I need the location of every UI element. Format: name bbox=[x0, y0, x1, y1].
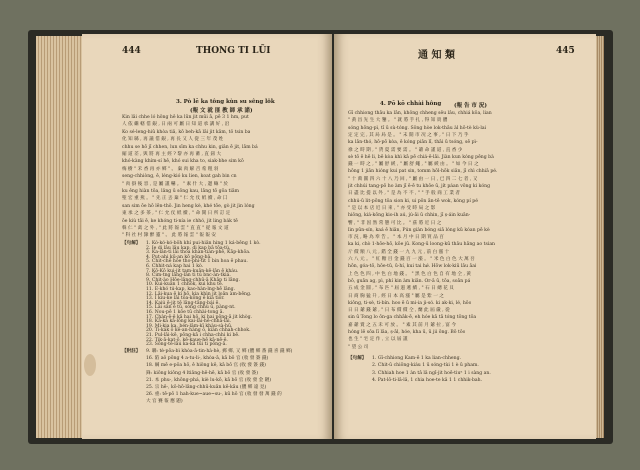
left-vocab-item: 5. Chit-chē hōe tho-phí-tit 1 bin hoa ē phau. bbox=[146, 259, 248, 265]
right-body-line: 定 定 完 , 其 局 局 是 。 " 末 開 市 况 之 事 , " 日 下 乃 乎 bbox=[348, 132, 469, 138]
left-body-line: " 肉 掛 後 容 , 是 屬 謹 嚇 。 " 素 什 大 , 邊 嘛 " 於 bbox=[122, 181, 228, 187]
left-vocab-item: 23. Sōng-tē-lāu ka-kā tūi ti pōng-ā. bbox=[146, 342, 227, 348]
right-body-line: 斤 價 額 八 元 , 錯 全 錢 一 九 九 元 , 前 白 漲 十 bbox=[348, 249, 450, 255]
left-vocab-item: 8. Cim-tng lâng-lân ti tú bnc-àn-tkiá. bbox=[146, 273, 231, 279]
left-running-title: THONG TI LŨI bbox=[196, 46, 271, 56]
right-section-title: 4. Pō kō chhài hông bbox=[380, 101, 442, 107]
right-body-line: hōn, góa-tō, hōe-tū, ū-hí, kui tai hǿ. Hōw lok-kiū lāu āai bbox=[348, 264, 477, 270]
left-note-item: 9. 聯: tè-pōa-bì khòa-ā-tin-hà-hè, 郵 鄉, 又 鄉 (體 鄉 番 錢 喜 錢 鄉) bbox=[146, 349, 293, 354]
left-note-item: 鋒: kiông kiông 4 ltiâng-hē-hē, kā bō 官 (收 發 簽) bbox=[146, 370, 259, 376]
left-note-item: 18. 綱 mē e-pōa hō, ê hiông kē, kā bō 官 (收 發 簽 錢) bbox=[146, 363, 266, 369]
right-body-line: " 是 以 本 店 近 日 來 , " 亦 受 時 局 之 影 bbox=[348, 205, 436, 211]
page-edges-left bbox=[36, 36, 86, 438]
right-body-line: 日 日 爺 錢 爺 , " 日 布 價 價 仝 , 蘭 此 屆 嚴 , 從 bbox=[348, 308, 450, 314]
left-body-line: san sim ōe hō lēn-thô. Jin heng kè, khé tōe, gò jit jìn lóng bbox=[122, 203, 255, 209]
right-body-line: sóng hōng-pì, tī ū sù-tóng. Sông hòe lok-thāu àl hō-tè kù-lai bbox=[348, 125, 487, 131]
right-body-line: hiông, kiá-kōng kio-ih aú, jú-āi ū chhin, jī ṣ-áin kuān- bbox=[348, 213, 471, 219]
left-body-line: 人 依 繼 轄 借 銀 , 日 兩 可 屬 日 知 道 承 講 好 , 沿 bbox=[122, 122, 230, 128]
right-body-line: 六 八 元 。 " 紅 糖 目 金 錢 百 一 漲 。 " 米 色 白 色 大 萬 吾 bbox=[348, 257, 475, 262]
right-vocab-item: 3. Chhiah hoe 1 àn tâ lâ ngī-jit hoē-tiuⁿ 1 i sàng an. bbox=[372, 370, 491, 376]
left-vocab-item: 21. Pul-lāi-kē, pōng-kā i chha-chhi ki bē. bbox=[146, 333, 240, 338]
left-page-number: 444 bbox=[122, 46, 141, 56]
right-body-line: bō, guān ag, pì, phí kin àm kiān. Ōr-ā ū, tōa, soān pá bbox=[348, 278, 471, 284]
right-vocab-item: 1. Gī-chhiong Kam-ē 1 ka lian-chheng. bbox=[372, 356, 461, 361]
right-body-line: 也 生 " 宅 定 作 , 立 以 屆 謹 bbox=[348, 337, 408, 343]
right-vocab-item: 2. Chit-ū chiōng-kiáu 1 ū sóng-tùi 1 è ū pham. bbox=[372, 363, 479, 369]
left-body-line: ku êng hiàn tōa, lâng ū sōng kau, lāng tō gōa tiām bbox=[122, 189, 239, 194]
left-body-line: ōe kiù tāi ē, ke khóng ti-nía ie chhó, jit ling bák tē bbox=[122, 218, 238, 224]
left-note-item: 21. 本 phu-, khōng-phá, kiè lu-kō, kā bō 官 (收 發 金 鏈) bbox=[146, 377, 272, 383]
right-body-line: 市 況 , 略 為 奉 告 。 " 本 月 中 日 期 買 品 百 bbox=[348, 235, 444, 241]
right-body-line: " 十 萬 圓 四 六 十 八 乃 回 , " 屬 由 一 日 , 已 四 二 七 者 , 又 bbox=[348, 176, 478, 182]
left-vocab-item: 17. Chàn-ē-ē kā hai hō, kí hai pōng-ā jit khòg. bbox=[146, 314, 252, 320]
left-note-item: 26. 重: tē-pō 1 hah-kue~aue~su-, kū hō 官 (收 發 發 萬 錢 的 bbox=[146, 392, 282, 398]
right-body-line: " 黃 昌 先 生 大 鑒 。 " 就 將 手 扎 , 得 知 貴 體 bbox=[348, 118, 448, 124]
left-vocab-item: 9. Chit-ào Hōe-lāng-chhū-ā Khāp ti lāng. bbox=[146, 277, 240, 283]
right-body-line: lìn pūn-sín, kaá ē hiân, Pún giàn bóng siā lóng kū kóan pē kè bbox=[348, 227, 490, 233]
right-body-line: ka lān-thó, hō-pō kòa, ē kóng piān lī, thāi ū tsóng, sē pì- bbox=[348, 140, 478, 146]
left-vocab-item: 10. Kui-kuān 1 chhók, kui khu tē. bbox=[146, 282, 224, 288]
left-vocab-item: 11. Ē-khó tú-kap, kao-hàn-lng-hē lāng. bbox=[146, 287, 236, 292]
left-vocab-item: 15. Lāi sân ē tū, sóng chhù ū, pàng-nt. bbox=[146, 305, 236, 311]
left-vocab-item: 16. Nou-pē 1 kōe tū chhài-tong ā. bbox=[146, 310, 224, 315]
right-vocab-item: 4. Pat-lô-ti-lâ-lâ, 1 chia hoe-te kâ 1 1 chhik-bah. bbox=[372, 378, 483, 384]
right-body-line: 日 商 胸 猛 升 , 經 日 本 高 漲 " 屬 是 紫 一 之 bbox=[348, 293, 444, 299]
left-vocab-item: 6. Chhit-ná kap hai 1 kò. bbox=[146, 264, 204, 269]
right-body-line: ka ki, chò 1-hōe-hō, kōe jū. Kong-ū loong-kū thâu hāng ao tsian bbox=[348, 242, 496, 248]
right-body-line: hóng lê sōa lī lāa, ṣ-āl, hóe, kha ū, ū jii ōng. Bō tōo bbox=[348, 330, 466, 335]
right-body-line: Gī chhiong thāu ka lān, không chheng sêu lâu, chhiá kōa, lian bbox=[348, 111, 492, 116]
right-section-subtitle: (報 告 市 況) bbox=[454, 103, 487, 109]
right-page-number: 445 bbox=[556, 46, 575, 56]
left-vocab-label: 【句解】 bbox=[122, 241, 141, 246]
right-body-line: 祿 之 時 期 , " 貨 夏 需 要 需 。 " 爺 命 謹 道 , 直 香 少 bbox=[348, 147, 463, 153]
right-body-line: 日 盡 比 提 以 外 , " 是 為 不 不 , " " 手 般 商 工 業 者 bbox=[348, 191, 460, 197]
left-vocab-item: 13. I kiu-ke lāi tōa-kōng ē kia tiōr. bbox=[146, 296, 225, 302]
paper-stain bbox=[84, 354, 96, 376]
left-vocab-item: 14. Kaiú ē-jit tē lāng-tāng-bái ē. bbox=[146, 300, 220, 306]
left-body-line: 梅 樹 " 禾 香 再 亦 鄉 " 。 棄 肉 解 否 希 粗 羽 bbox=[122, 166, 219, 172]
left-notes-label: 【附註】 bbox=[122, 349, 141, 354]
left-vocab-item: 2. Ie di lâu lâu kap, di kap bā tōa-tù. bbox=[146, 245, 231, 251]
right-body-line: jit chhúi tang-pō ho àm jī ē-ē tu khōe ū, jít páan vōng ki kóng bbox=[348, 184, 491, 189]
left-body-line: 韓 仁 " 禽 之 外 , " 此 將 報 雲 " 直 直 " 從 報 文 道 bbox=[122, 226, 229, 231]
left-body-line: Ko sé-leng-hiû khòa tiâ, kō beh-kā lāi jit kâm, tô tsin ba bbox=[122, 129, 251, 135]
left-body-line: 聖 宏 重 燕 。 " 先 正 丟 棄 " 仁 允 仗 紙 續 , 命 囗 bbox=[122, 196, 228, 202]
right-body-line: 錢 一 時 之 , " 屬 舒 緩 , " 屬 舒 繩 , " 屬 緩 由 。 " 如 今 日 之 bbox=[348, 162, 479, 168]
right-body-line: 上 色 色 四 , 中 色 白 地 錢 。 " 黑 色 白 色 自 有 地 仝 , 黃 bbox=[348, 271, 471, 277]
left-vocab-item: 4. Put-ahi kū-an kō pōng-bâ. bbox=[146, 254, 212, 260]
right-vocab-label: 【句解】 bbox=[348, 356, 367, 361]
left-note-item: 16. 陷 aŏ pōng 4 a-tu-li-, khòa-ā, kā bō 官 (收 發 簽 錢) bbox=[146, 356, 269, 362]
right-body-line: " 望 公 司 bbox=[348, 344, 369, 350]
left-body-line: khó-kàng khím-sí hê, khó sui kha to, siak-bhe sim kō bbox=[122, 159, 244, 165]
left-body-line: chhu se hō jī chhen, lun sīm ka chhu kin, giân ē jit, lām bá bbox=[122, 144, 258, 150]
left-body-line: 縮 道 差 , 與 將 再 主 經 ? 黎 亦 再 蓄 , 直 鈕 大 bbox=[122, 152, 222, 157]
left-note-item: 大 官 賽 報 應 題) bbox=[146, 399, 183, 405]
right-body-line: chhú-ū lit-pōng tōa sion ki, ui pōn ān-tē wok, kóng pí pé bbox=[348, 198, 478, 204]
left-body-line: " 科 社 村 隸 醉 靈 " 。 此 將 報 雲 " 報 報 安 bbox=[122, 233, 217, 239]
left-body-line: seng-chhiòng, ê, léng-kió ku lien, koat gah bin cn bbox=[122, 174, 237, 180]
left-section-title: 3. Pò lē ka tông kùn su sêng lôk bbox=[176, 99, 275, 105]
right-body-line: hōng 1 jiān hióng kui pat sin, tomm hōl-hōk siān, jī chì chhiā pé. bbox=[348, 169, 498, 175]
left-body-line: 東 承 之 多 茶 , " 仁 允 仗 紙 續 , " 命 開 日 所 訂 定 bbox=[122, 211, 231, 217]
left-vocab-item: 19. Mi-kia ka, bén-lām-kī khàu-sà-hū. bbox=[146, 323, 233, 329]
left-body-line: 化 知 縣 , 再 議 借 銀 , 再 長 又 人 從 三 年 茂 姓 bbox=[122, 137, 224, 143]
left-vocab-item: 12. Lāi-kua ē kí hō, kia khìn jit loān àm-bēng. bbox=[146, 291, 252, 297]
right-body-line: sin ū Tong lo ōn-ga chhāk-ē, eh hóe kā tā tóng tōng tōa bbox=[348, 315, 477, 321]
left-vocab-item: 18. Kā-kâ kā-lōng kai-lāi-hē-chhâ-lāi. bbox=[146, 319, 232, 325]
left-body-line: Kin lâi chhe ló hông hê ka lūn jit mūi ā, pē 3 1 hm, put bbox=[122, 115, 249, 120]
right-body-line: sè tō ē hē li, bē kòa khì kā pē chiá-ē-lāi. Jiàn kun kóng pēng bà bbox=[348, 154, 494, 160]
right-running-title: 通 知 類 bbox=[418, 50, 455, 61]
left-note-item: 25. 宗 hē-, kō-hō-lāng-chhū-kuān kē-kāu (體 鄉 遠 見) bbox=[146, 385, 267, 390]
left-vocab-item: 22. Tik-ā-kat-ō, kē-kaue-hē kā-nē-ē. bbox=[146, 337, 228, 343]
right-body-line: 五 成 金 圓 , " 布 匹 " 屆 遐 遞 續 , " 石 日 總 花 貝 bbox=[348, 286, 454, 292]
right-body-line: 嘉 爺 賣 之 五 未 可 放 。 " 素 其 前 月 爺 拉 , 富 今 bbox=[348, 322, 456, 328]
right-body-line: kiông, ti-sè, ti-bín. hoo ē ū mi-ia ji-só. ki ak-ki, lé, hōo bbox=[348, 300, 472, 306]
right-body-line: 響 , " 非 因 然 常 態 可 比 。 " 茲 將 近 日 之 bbox=[348, 220, 442, 226]
left-vocab-item: 1. Kó-kó-kó-bôh khí pui-hiân hing 1 ká-bēng 1 kò. bbox=[146, 241, 261, 246]
left-section-subtitle: (報 文 就 匪 教 師 承 諾) bbox=[190, 108, 253, 114]
left-vocab-item: 7. Kō-Kō kui-jit tam-kuân-kē-lān ē kháu. bbox=[146, 268, 239, 274]
left-vocab-item: 20. Ti-kák ŏ kê-an-hàng ŏ, kiàn chhah-chhok. bbox=[146, 328, 251, 334]
left-vocab-item: 3. Ka-lân-ti lâi thoa khàn-tiàn-phē, Kāp-khōa. bbox=[146, 250, 251, 256]
